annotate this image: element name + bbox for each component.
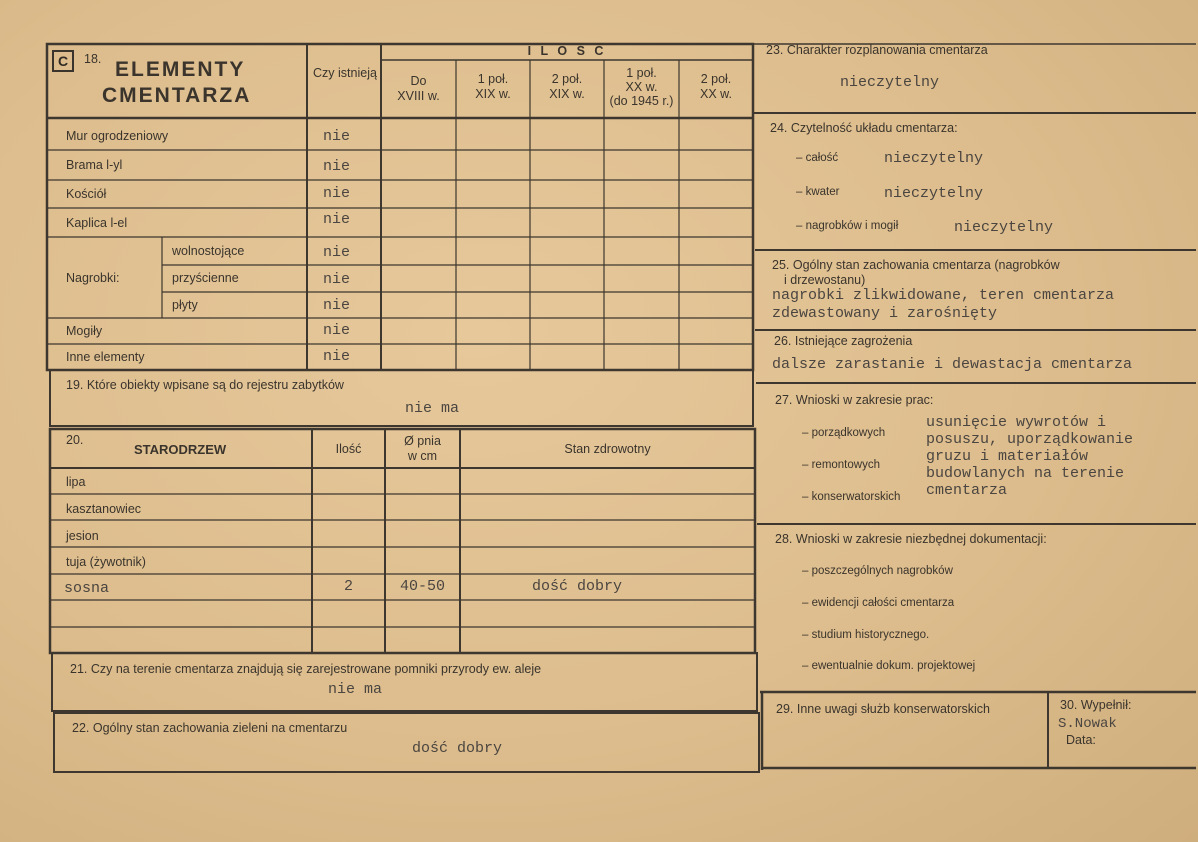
section-22-label: 22. Ogólny stan zachowania zieleni na cmentarzu xyxy=(72,721,348,735)
section-28-item: – studium historycznego. xyxy=(802,629,930,641)
col-header-count: Ilość xyxy=(335,442,362,456)
section-27-value: usunięcie wywrotów i posuszu, uporządkowanie gruzu i materiałów budowlanych na terenie cmentarza xyxy=(926,414,1134,499)
section-23-value: nieczytelny xyxy=(840,74,940,91)
section-18-title-line2: CMENTARZA xyxy=(102,84,252,107)
row-label: Inne elementy xyxy=(66,350,145,364)
section-27-item: – remontowych xyxy=(802,459,880,471)
section-25-label: 25. Ogólny stan zachowania cmentarza (nagrobków xyxy=(772,258,1060,272)
section-18-title-line1: ELEMENTY xyxy=(115,58,246,81)
typed-tree-name: sosna xyxy=(64,580,110,597)
section-30-date-label: Data: xyxy=(1066,733,1096,747)
section-26-label: 26. Istniejące zagrożenia xyxy=(774,334,913,348)
row-value: nie xyxy=(323,348,351,365)
section-23-label: 23. Charakter rozplanowania cmentarza xyxy=(766,43,988,57)
section-24-item: – kwater xyxy=(796,186,840,198)
section-18-number: 18. xyxy=(84,52,102,66)
typed-tree-diameter: 40-50 xyxy=(399,578,445,595)
row-label: Mogiły xyxy=(66,324,103,338)
section-21-value: nie ma xyxy=(328,681,383,698)
nagrobki-sub-label: płyty xyxy=(172,298,198,312)
section-25-label-cont: i drzewostanu) xyxy=(784,273,866,287)
section-24-item: – całość xyxy=(796,152,839,164)
section-25-value: nagrobki zlikwidowane, teren cmentarza xyxy=(772,287,1115,304)
row-value: nie xyxy=(323,297,351,314)
tree-label: kasztanowiec xyxy=(66,502,142,516)
section-30-signature: S.Nowak xyxy=(1058,716,1117,732)
section-24-value: nieczytelny xyxy=(884,150,984,167)
section-29-label: 29. Inne uwagi służb konserwatorskich xyxy=(776,702,991,716)
section-20-number: 20. xyxy=(66,433,84,447)
section-letter-box: C xyxy=(52,50,74,72)
period-header: 1 poł. XX w. (do 1945 r.) xyxy=(609,66,674,108)
period-header: 2 poł. XIX w. xyxy=(549,72,585,101)
nagrobki-label: Nagrobki: xyxy=(66,271,120,285)
section-20-title: STARODRZEW xyxy=(134,442,227,457)
row-value: nie xyxy=(323,322,351,339)
typed-tree-count: 2 xyxy=(343,578,353,595)
period-header: 1 poł. XIX w. xyxy=(475,72,511,101)
row-value: nie xyxy=(323,244,351,261)
col-header-ilosc: I L O Ś Ć xyxy=(527,44,607,58)
section-27-item: – porządkowych xyxy=(802,427,886,439)
row-label: Mur ogrodzeniowy xyxy=(66,129,169,143)
row-label: Kaplica l-el xyxy=(66,216,128,230)
row-value: nie xyxy=(323,211,351,228)
section-28-item: – ewentualnie dokum. projektowej xyxy=(802,660,976,672)
section-21-label: 21. Czy na terenie cmentarza znajdują się zarejestrowane pomniki przyrody ew. aleje xyxy=(70,662,542,676)
section-24-label: 24. Czytelność układu cmentarza: xyxy=(770,121,958,135)
section-24-item: – nagrobków i mogił xyxy=(796,220,899,232)
tree-label: jesion xyxy=(66,529,99,543)
col-header-exists: Czy istnieją xyxy=(313,66,377,80)
section-24-value: nieczytelny xyxy=(884,185,984,202)
section-19-label: 19. Które obiekty wpisane są do rejestru zabytków xyxy=(66,378,344,392)
tree-label: tuja (żywotnik) xyxy=(66,555,146,569)
section-28-item: – ewidencji całości cmentarza xyxy=(802,597,955,609)
section-24-value: nieczytelny xyxy=(954,219,1054,236)
row-label: Kościół xyxy=(66,187,107,201)
period-header: 2 poł. XX w. xyxy=(700,72,732,101)
nagrobki-sub-label: przyścienne xyxy=(172,271,239,285)
section-28-item: – poszczególnych nagrobków xyxy=(802,565,953,577)
section-19-value: nie ma xyxy=(405,400,460,417)
col-header-health: Stan zdrowotny xyxy=(564,442,651,456)
section-27-label: 27. Wnioski w zakresie prac: xyxy=(775,393,934,407)
section-28-label: 28. Wnioski w zakresie niezbędnej dokumentacji: xyxy=(775,532,1047,546)
row-value: nie xyxy=(323,185,351,202)
section-27-item: – konserwatorskich xyxy=(802,491,901,503)
col-header-diameter: Ø pnia w cm xyxy=(404,434,441,463)
typed-tree-health: dość dobry xyxy=(532,578,623,595)
row-value: nie xyxy=(323,158,351,175)
section-26-value: dalsze zarastanie i dewastacja cmentarza xyxy=(772,356,1133,373)
row-value: nie xyxy=(323,271,351,288)
row-value: nie xyxy=(323,128,351,145)
section-25-value: zdewastowany i zarośnięty xyxy=(772,305,998,322)
tree-label: lipa xyxy=(66,475,86,489)
section-30-label: 30. Wypełnił: xyxy=(1060,698,1132,712)
section-22-value: dość dobry xyxy=(412,740,503,757)
period-header: Do XVIII w. xyxy=(397,74,440,103)
row-label: Brama l-yl xyxy=(66,158,123,172)
nagrobki-sub-label: wolnostojące xyxy=(172,244,245,258)
